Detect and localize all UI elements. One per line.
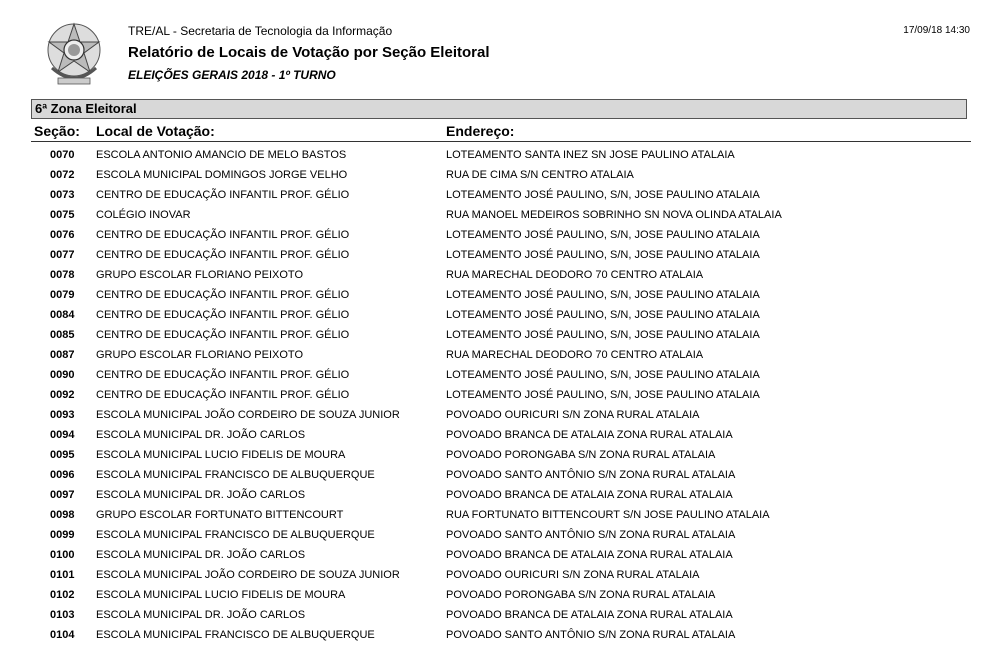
report-datetime: 17/09/18 14:30 [903,25,970,36]
secao-cell: 0084 [50,309,75,321]
endereco-cell: LOTEAMENTO JOSÉ PAULINO, S/N, JOSE PAULINO ATALAIA [446,289,760,301]
local-cell: ESCOLA MUNICIPAL JOÃO CORDEIRO DE SOUZA JUNIOR [96,569,400,581]
endereco-cell: LOTEAMENTO SANTA INEZ SN JOSE PAULINO ATALAIA [446,149,735,161]
table-row [0,626,1000,646]
table-row [0,146,1000,166]
table-row [0,506,1000,526]
local-cell: COLÉGIO INOVAR [96,209,191,221]
organization-name: TRE/AL - Secretaria de Tecnologia da Informação [128,24,393,38]
brazil-coat-of-arms-icon [44,20,104,90]
secao-cell: 0097 [50,489,75,501]
local-cell: ESCOLA MUNICIPAL FRANCISCO DE ALBUQUERQUE [96,629,375,641]
endereco-cell: LOTEAMENTO JOSÉ PAULINO, S/N, JOSE PAULINO ATALAIA [446,189,760,201]
zone-label: 6ª Zona Eleitoral [35,101,137,116]
report-subtitle: ELEIÇÕES GERAIS 2018 - 1º TURNO [128,68,336,82]
table-row [0,566,1000,586]
local-cell: CENTRO DE EDUCAÇÃO INFANTIL PROF. GÉLIO [96,229,350,241]
table-row [0,546,1000,566]
secao-cell: 0098 [50,509,75,521]
table-row [0,266,1000,286]
endereco-cell: POVOADO OURICURI S/N ZONA RURAL ATALAIA [446,569,700,581]
local-cell: ESCOLA MUNICIPAL JOÃO CORDEIRO DE SOUZA JUNIOR [96,409,400,421]
column-header-secao: Seção: [34,123,80,139]
endereco-cell: POVOADO OURICURI S/N ZONA RURAL ATALAIA [446,409,700,421]
table-row [0,526,1000,546]
secao-cell: 0095 [50,449,75,461]
table-row [0,366,1000,386]
secao-cell: 0103 [50,609,75,621]
local-cell: ESCOLA MUNICIPAL FRANCISCO DE ALBUQUERQUE [96,469,375,481]
table-row [0,446,1000,466]
secao-cell: 0075 [50,209,75,221]
table-row [0,346,1000,366]
local-cell: ESCOLA MUNICIPAL FRANCISCO DE ALBUQUERQUE [96,529,375,541]
table-row [0,386,1000,406]
endereco-cell: POVOADO PORONGABA S/N ZONA RURAL ATALAIA [446,449,716,461]
local-cell: CENTRO DE EDUCAÇÃO INFANTIL PROF. GÉLIO [96,189,350,201]
endereco-cell: POVOADO PORONGABA S/N ZONA RURAL ATALAIA [446,589,716,601]
secao-cell: 0070 [50,149,75,161]
table-row [0,226,1000,246]
local-cell: ESCOLA MUNICIPAL LUCIO FIDELIS DE MOURA [96,589,346,601]
endereco-cell: POVOADO BRANCA DE ATALAIA ZONA RURAL ATALAIA [446,609,733,621]
header-rule [31,141,971,142]
table-row [0,286,1000,306]
secao-cell: 0102 [50,589,75,601]
secao-cell: 0077 [50,249,75,261]
local-cell: CENTRO DE EDUCAÇÃO INFANTIL PROF. GÉLIO [96,329,350,341]
endereco-cell: LOTEAMENTO JOSÉ PAULINO, S/N, JOSE PAULINO ATALAIA [446,389,760,401]
local-cell: CENTRO DE EDUCAÇÃO INFANTIL PROF. GÉLIO [96,369,350,381]
table-row [0,586,1000,606]
local-cell: ESCOLA MUNICIPAL DR. JOÃO CARLOS [96,429,306,441]
secao-cell: 0078 [50,269,75,281]
secao-cell: 0087 [50,349,75,361]
endereco-cell: RUA MARECHAL DEODORO 70 CENTRO ATALAIA [446,349,704,361]
endereco-cell: RUA MARECHAL DEODORO 70 CENTRO ATALAIA [446,269,704,281]
column-headers [0,121,1000,141]
endereco-cell: POVOADO BRANCA DE ATALAIA ZONA RURAL ATALAIA [446,549,733,561]
endereco-cell: LOTEAMENTO JOSÉ PAULINO, S/N, JOSE PAULINO ATALAIA [446,249,760,261]
local-cell: GRUPO ESCOLAR FLORIANO PEIXOTO [96,349,304,361]
table-row [0,486,1000,506]
local-cell: CENTRO DE EDUCAÇÃO INFANTIL PROF. GÉLIO [96,249,350,261]
section-list [0,146,1000,646]
local-cell: ESCOLA MUNICIPAL DR. JOÃO CARLOS [96,549,306,561]
endereco-cell: POVOADO SANTO ANTÔNIO S/N ZONA RURAL ATALAIA [446,529,736,541]
secao-cell: 0076 [50,229,75,241]
endereco-cell: POVOADO SANTO ANTÔNIO S/N ZONA RURAL ATALAIA [446,469,736,481]
local-cell: CENTRO DE EDUCAÇÃO INFANTIL PROF. GÉLIO [96,309,350,321]
endereco-cell: RUA MANOEL MEDEIROS SOBRINHO SN NOVA OLINDA ATALAIA [446,209,782,221]
column-header-local: Local de Votação: [96,123,215,139]
secao-cell: 0072 [50,169,75,181]
endereco-cell: RUA DE CIMA S/N CENTRO ATALAIA [446,169,634,181]
endereco-cell: LOTEAMENTO JOSÉ PAULINO, S/N, JOSE PAULINO ATALAIA [446,309,760,321]
endereco-cell: POVOADO SANTO ANTÔNIO S/N ZONA RURAL ATALAIA [446,629,736,641]
secao-cell: 0090 [50,369,75,381]
secao-cell: 0093 [50,409,75,421]
secao-cell: 0096 [50,469,75,481]
secao-cell: 0073 [50,189,75,201]
table-row [0,166,1000,186]
local-cell: CENTRO DE EDUCAÇÃO INFANTIL PROF. GÉLIO [96,389,350,401]
table-row [0,606,1000,626]
secao-cell: 0100 [50,549,75,561]
table-row [0,466,1000,486]
local-cell: ESCOLA MUNICIPAL DR. JOÃO CARLOS [96,609,306,621]
local-cell: CENTRO DE EDUCAÇÃO INFANTIL PROF. GÉLIO [96,289,350,301]
secao-cell: 0101 [50,569,75,581]
secao-cell: 0104 [50,629,75,641]
local-cell: GRUPO ESCOLAR FORTUNATO BITTENCOURT [96,509,344,521]
local-cell: GRUPO ESCOLAR FLORIANO PEIXOTO [96,269,304,281]
local-cell: ESCOLA MUNICIPAL DOMINGOS JORGE VELHO [96,169,348,181]
secao-cell: 0094 [50,429,75,441]
table-row [0,406,1000,426]
local-cell: ESCOLA MUNICIPAL DR. JOÃO CARLOS [96,489,306,501]
table-row [0,186,1000,206]
table-row [0,326,1000,346]
local-cell: ESCOLA MUNICIPAL LUCIO FIDELIS DE MOURA [96,449,346,461]
endereco-cell: POVOADO BRANCA DE ATALAIA ZONA RURAL ATALAIA [446,489,733,501]
secao-cell: 0085 [50,329,75,341]
table-row [0,306,1000,326]
secao-cell: 0079 [50,289,75,301]
secao-cell: 0092 [50,389,75,401]
column-header-endereco: Endereço: [446,123,515,139]
table-row [0,206,1000,226]
secao-cell: 0099 [50,529,75,541]
endereco-cell: LOTEAMENTO JOSÉ PAULINO, S/N, JOSE PAULINO ATALAIA [446,329,760,341]
endereco-cell: LOTEAMENTO JOSÉ PAULINO, S/N, JOSE PAULINO ATALAIA [446,369,760,381]
zone-bar [31,99,967,119]
endereco-cell: LOTEAMENTO JOSÉ PAULINO, S/N, JOSE PAULINO ATALAIA [446,229,760,241]
local-cell: ESCOLA ANTONIO AMANCIO DE MELO BASTOS [96,149,347,161]
report-header [0,0,1000,96]
endereco-cell: RUA FORTUNATO BITTENCOURT S/N JOSE PAULINO ATALAIA [446,509,770,521]
table-row [0,246,1000,266]
table-row [0,426,1000,446]
endereco-cell: POVOADO BRANCA DE ATALAIA ZONA RURAL ATALAIA [446,429,733,441]
report-title: Relatório de Locais de Votação por Seção Eleitoral [128,44,490,61]
